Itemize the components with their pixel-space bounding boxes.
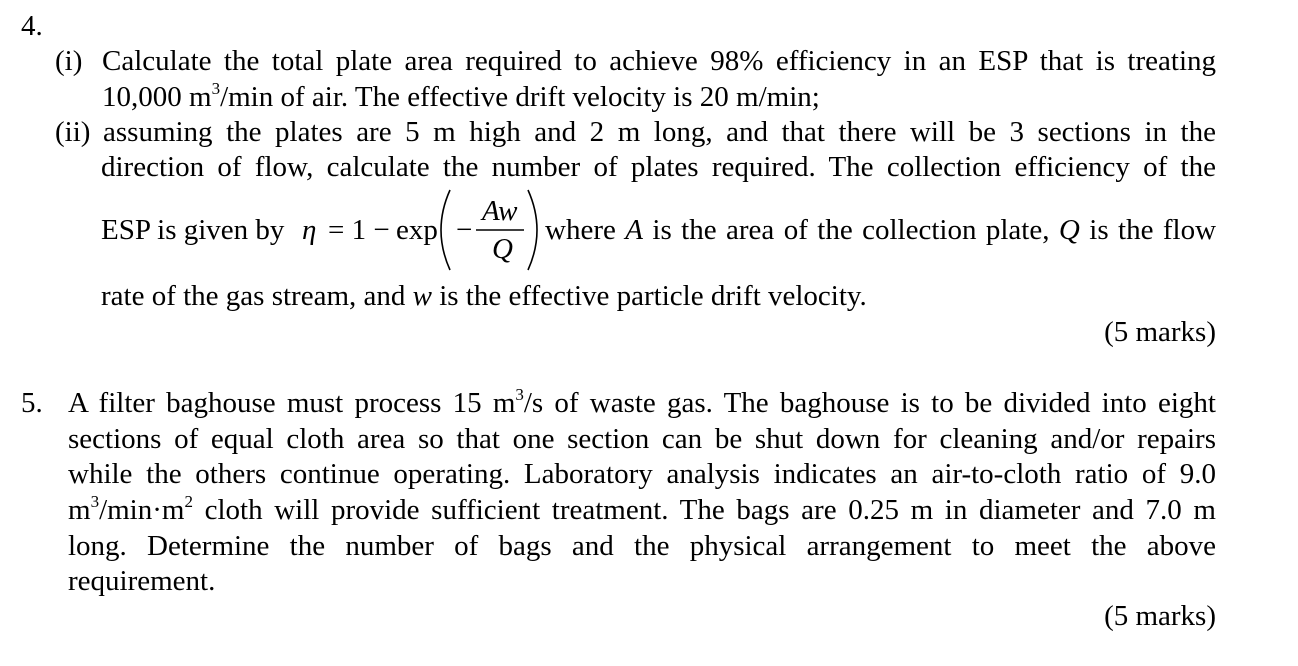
question-4-number: 4. [21,10,43,42]
part-ii-line-2: direction of flow, calculate the number of plates required. The collection efficiency of the [101,151,1216,183]
q5-line-5: long. Determine the number of bags and the physical arrangement to meet the above [68,530,1216,562]
efficiency-formula [292,188,544,272]
part-ii-line-4: rate of the gas stream, and w is the effective particle drift velocity. [101,280,867,312]
part-ii-line-3-start: ESP is given by [101,214,285,246]
question-5-marks: (5 marks) [1104,600,1216,632]
part-ii-line-3-end: where A is the area of the collection plate, Q is the flow [545,214,1217,246]
q5-line-2: sections of equal cloth area so that one section can be shut down for cleaning and/or repairs [68,423,1216,455]
part-i-line-1: Calculate the total plate area required to achieve 98% efficiency in an ESP that is treating [102,45,1216,77]
right-paren [528,190,537,270]
question-4-marks: (5 marks) [1104,316,1216,348]
question-5-number: 5. [21,387,43,419]
superscript: 3 [515,385,524,404]
formula-numerator: Aw [482,195,518,227]
left-paren [441,190,450,270]
q5-line-1: A filter baghouse must process 15 $m^3/s$ of waste gas. The baghouse is to be divided into eight [68,385,1216,419]
formula-equals-one-minus: = 1 − [328,214,390,246]
superscript: 3 [211,79,221,98]
part-i-line-2: 10,000 $m^3/\min$ of air. The effective drift velocity is 20 m/min; [102,79,820,113]
q5-line-4: $m^3/\min\cdot m^2$ cloth will provide sufficient treatment. The bags are 0.25 m in diameter and 7.0 m [68,492,1216,526]
part-ii-label: (ii) [55,116,91,148]
part-ii-line-1: assuming the plates are 5 m high and 2 m long, and that there will be 3 sections in the [103,116,1216,148]
q5-line-3: while the others continue operating. Laboratory analysis indicates an air-to-cloth ratio of 9.0 [68,458,1216,490]
part-i-label: (i) [55,45,83,77]
formula-denominator: Q [492,233,513,265]
formula-eta: η [302,214,317,246]
superscript: 3 [90,492,100,511]
q5-line-6: requirement. [68,565,216,597]
superscript: 2 [184,492,193,511]
formula-minus: − [456,214,473,246]
formula-exp: exp [396,214,438,246]
